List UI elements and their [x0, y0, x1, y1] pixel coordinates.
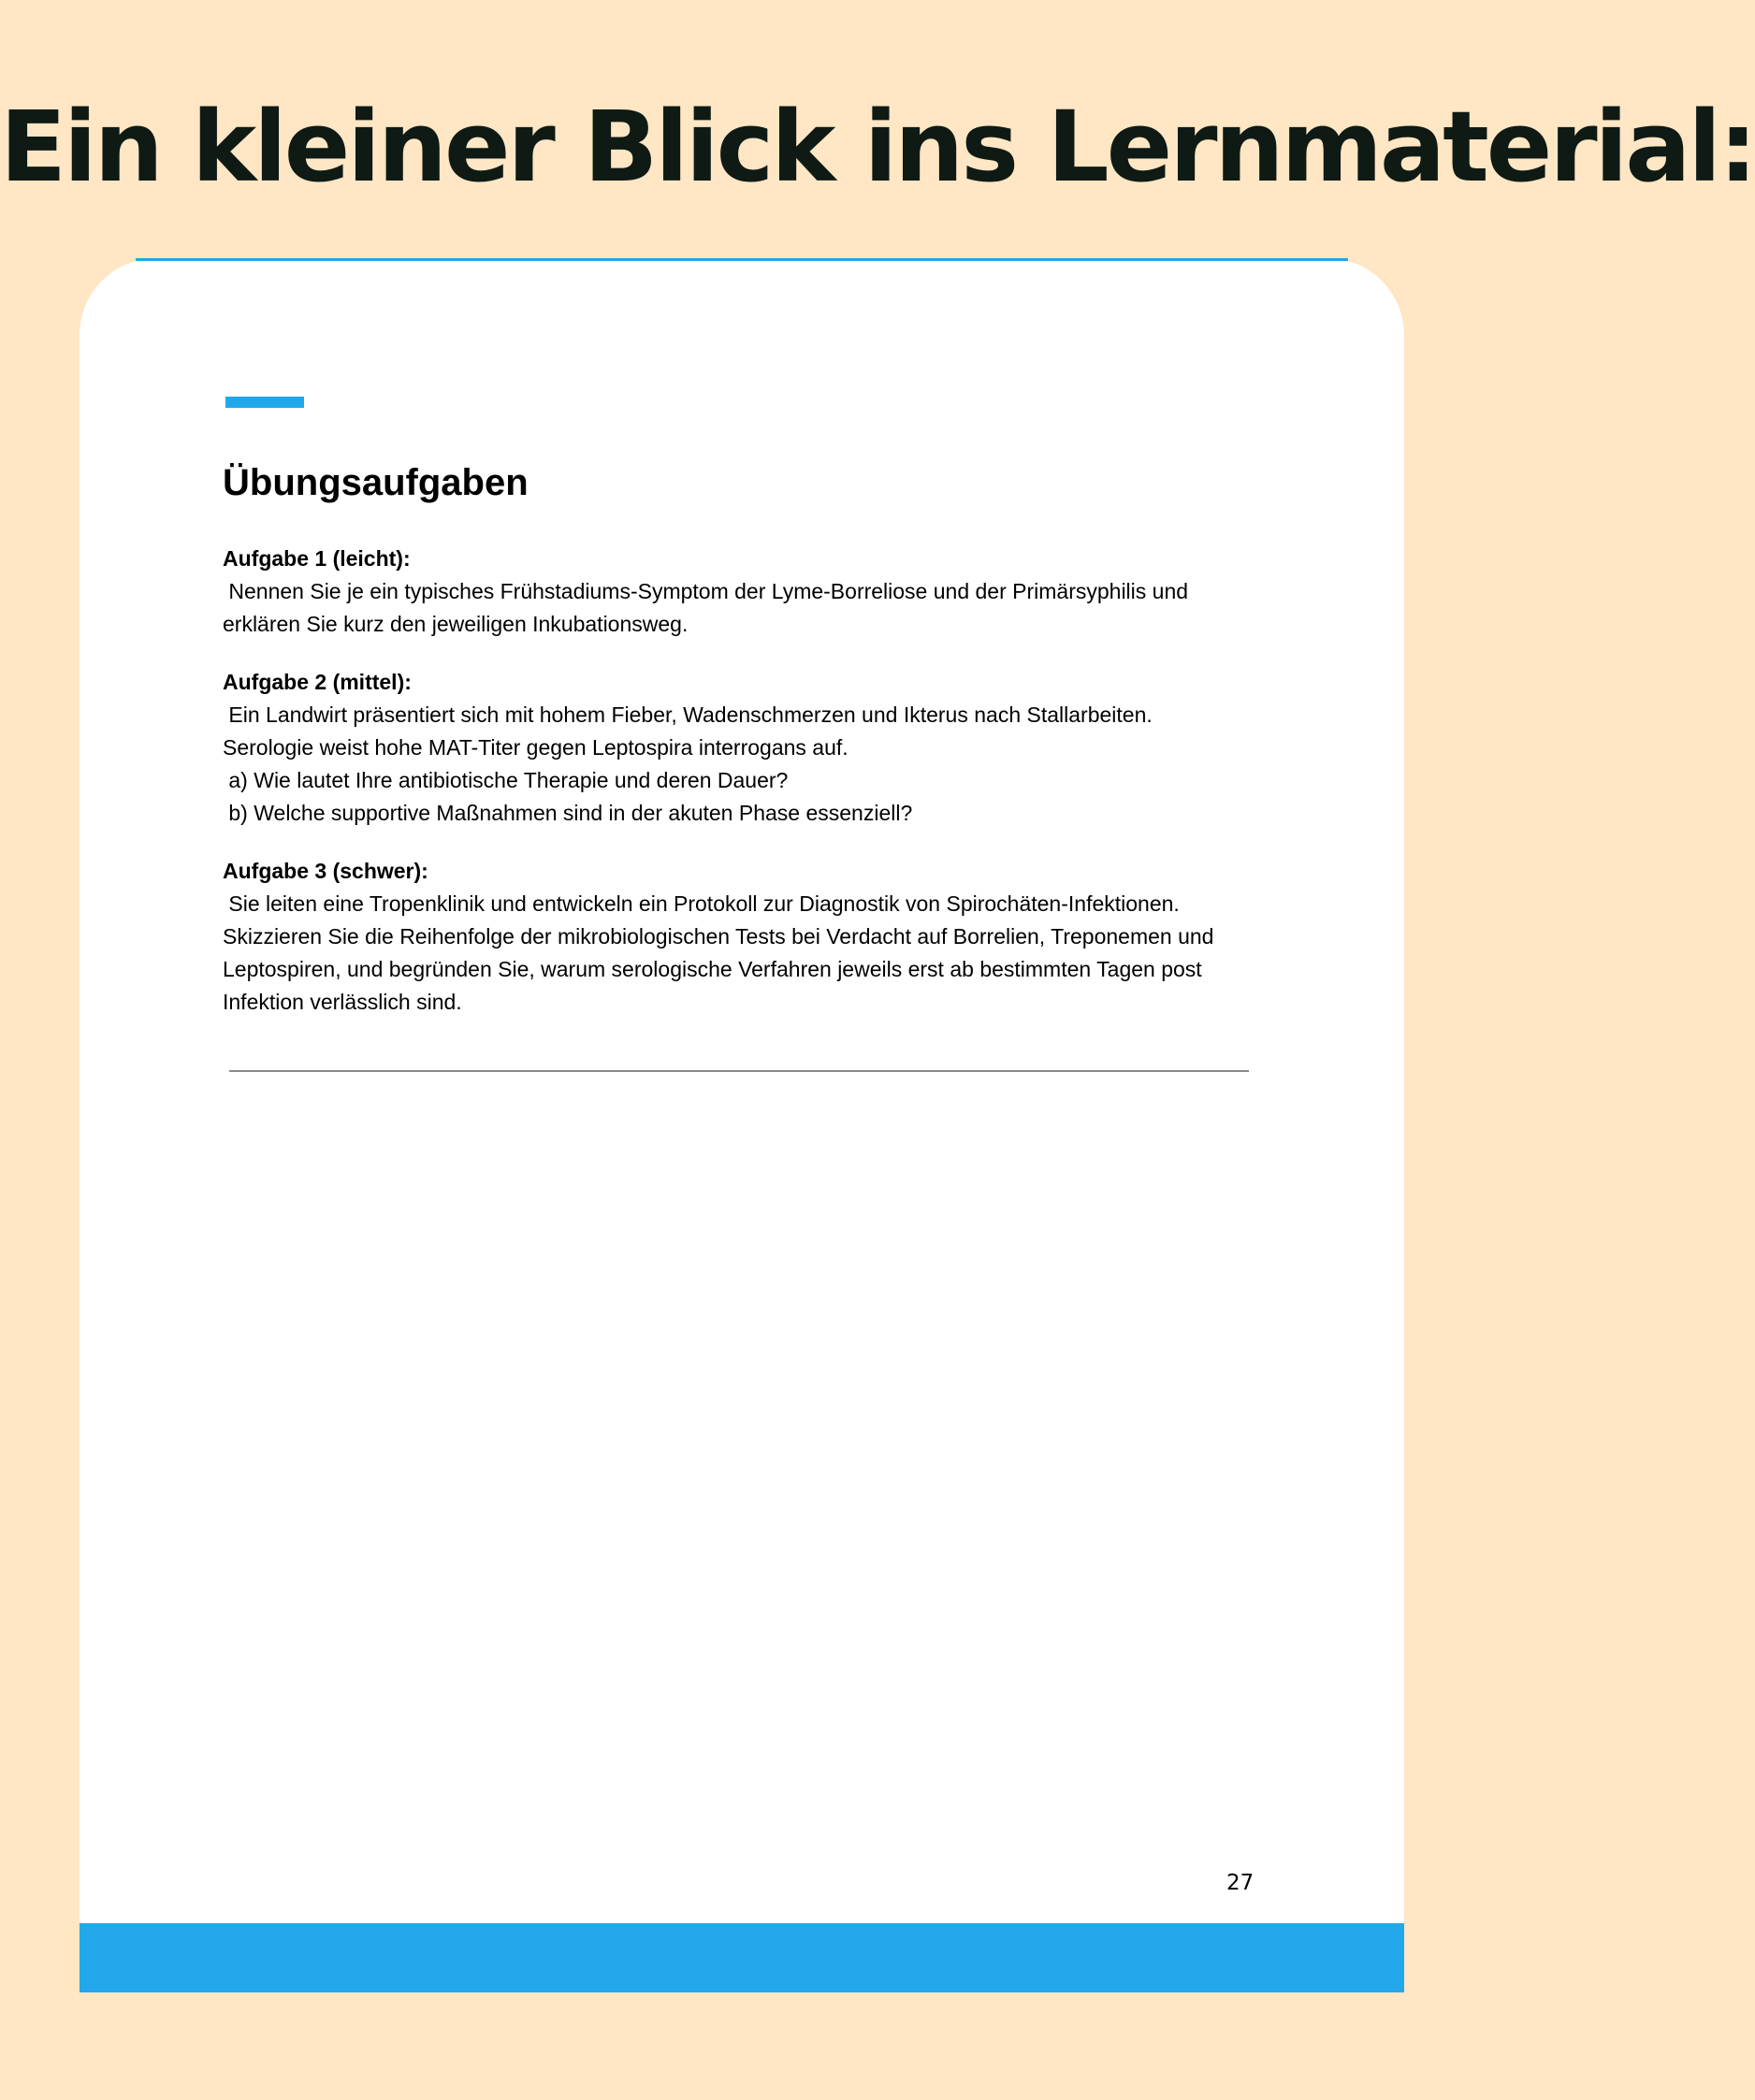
exercise-title: Aufgabe 2 (mittel):: [223, 670, 412, 694]
document-page-card: [80, 258, 1404, 1992]
accent-dash: [225, 397, 304, 408]
exercise-title: Aufgabe 3 (schwer):: [223, 859, 428, 883]
exercise-list: [223, 543, 1280, 1044]
exercise-text-line: Skizzieren Sie die Reihenfolge der mikrobiologischen Tests bei Verdacht auf Borrelien, Treponemen und: [223, 924, 1214, 949]
exercise-3: [223, 855, 1280, 1019]
exercise-text-line: Nennen Sie je ein typisches Frühstadiums-Symptom der Lyme-Borreliose und der Primärsyphilis und: [223, 579, 1189, 603]
exercise-text-line: Sie leiten eine Tropenklinik und entwickeln ein Protokoll zur Diagnostik von Spirochäten-Infektionen.: [223, 891, 1180, 916]
exercise-text-line: Infektion verlässlich sind.: [223, 990, 462, 1014]
banner-title: Ein kleiner Blick ins Lernmaterial:: [0, 90, 1755, 204]
exercise-text-line: erklären Sie kurz den jeweiligen Inkubationsweg.: [223, 612, 689, 636]
exercise-text-line: Serologie weist hohe MAT-Titer gegen Leptospira interrogans auf.: [223, 735, 848, 760]
exercise-text-line: Ein Landwirt präsentiert sich mit hohem Fieber, Wadenschmerzen und Ikterus nach Stallarbeiten.: [223, 702, 1153, 727]
exercise-2: [223, 666, 1280, 830]
section-divider: [229, 1070, 1249, 1072]
top-accent-line: [136, 258, 1348, 261]
page-number: 27: [1226, 1871, 1255, 1895]
exercise-text-line: Leptospiren, und begründen Sie, warum serologische Verfahren jeweils erst ab bestimmten Tagen post: [223, 957, 1202, 981]
exercise-title: Aufgabe 1 (leicht):: [223, 546, 411, 571]
page-heading: Übungsaufgaben: [223, 462, 529, 503]
exercise-text-line: b) Welche supportive Maßnahmen sind in der akuten Phase essenziell?: [223, 801, 913, 825]
exercise-text-line: a) Wie lautet Ihre antibiotische Therapie und deren Dauer?: [223, 768, 789, 792]
exercise-1: [223, 543, 1280, 641]
footer-band: [80, 1923, 1404, 1992]
